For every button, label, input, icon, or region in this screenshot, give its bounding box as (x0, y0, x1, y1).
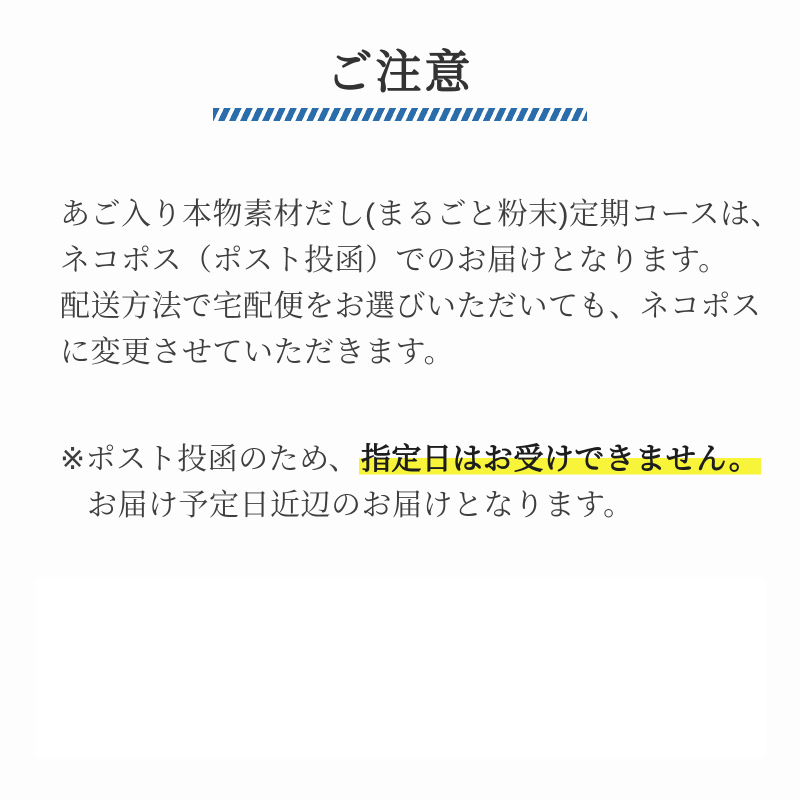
next-section-card (36, 577, 766, 759)
delivery-notice-paragraph (60, 192, 781, 376)
warning-highlighted-text: 指定日はお受けできません。 (360, 443, 760, 476)
page-title: ご注意 (326, 46, 474, 98)
notice-line: ネコポス（ポスト投函）でのお届けとなります。 (60, 244, 729, 277)
warning-line: お届け予定日近辺のお届けとなります。 (87, 489, 634, 522)
notice-line: に変更させていただきます。 (60, 336, 455, 369)
warning-line (60, 437, 760, 483)
title-underline-stripe (213, 108, 587, 121)
warning-prefix: ※ポスト投函のため、 (60, 443, 359, 476)
notice-line: 配送方法で宅配便をお選びいただいても、ネコポス (60, 290, 762, 323)
notice-line: あご入り本物素材だし(まるごと粉末)定期コースは、 (60, 198, 781, 231)
post-delivery-warning-paragraph (60, 437, 760, 529)
